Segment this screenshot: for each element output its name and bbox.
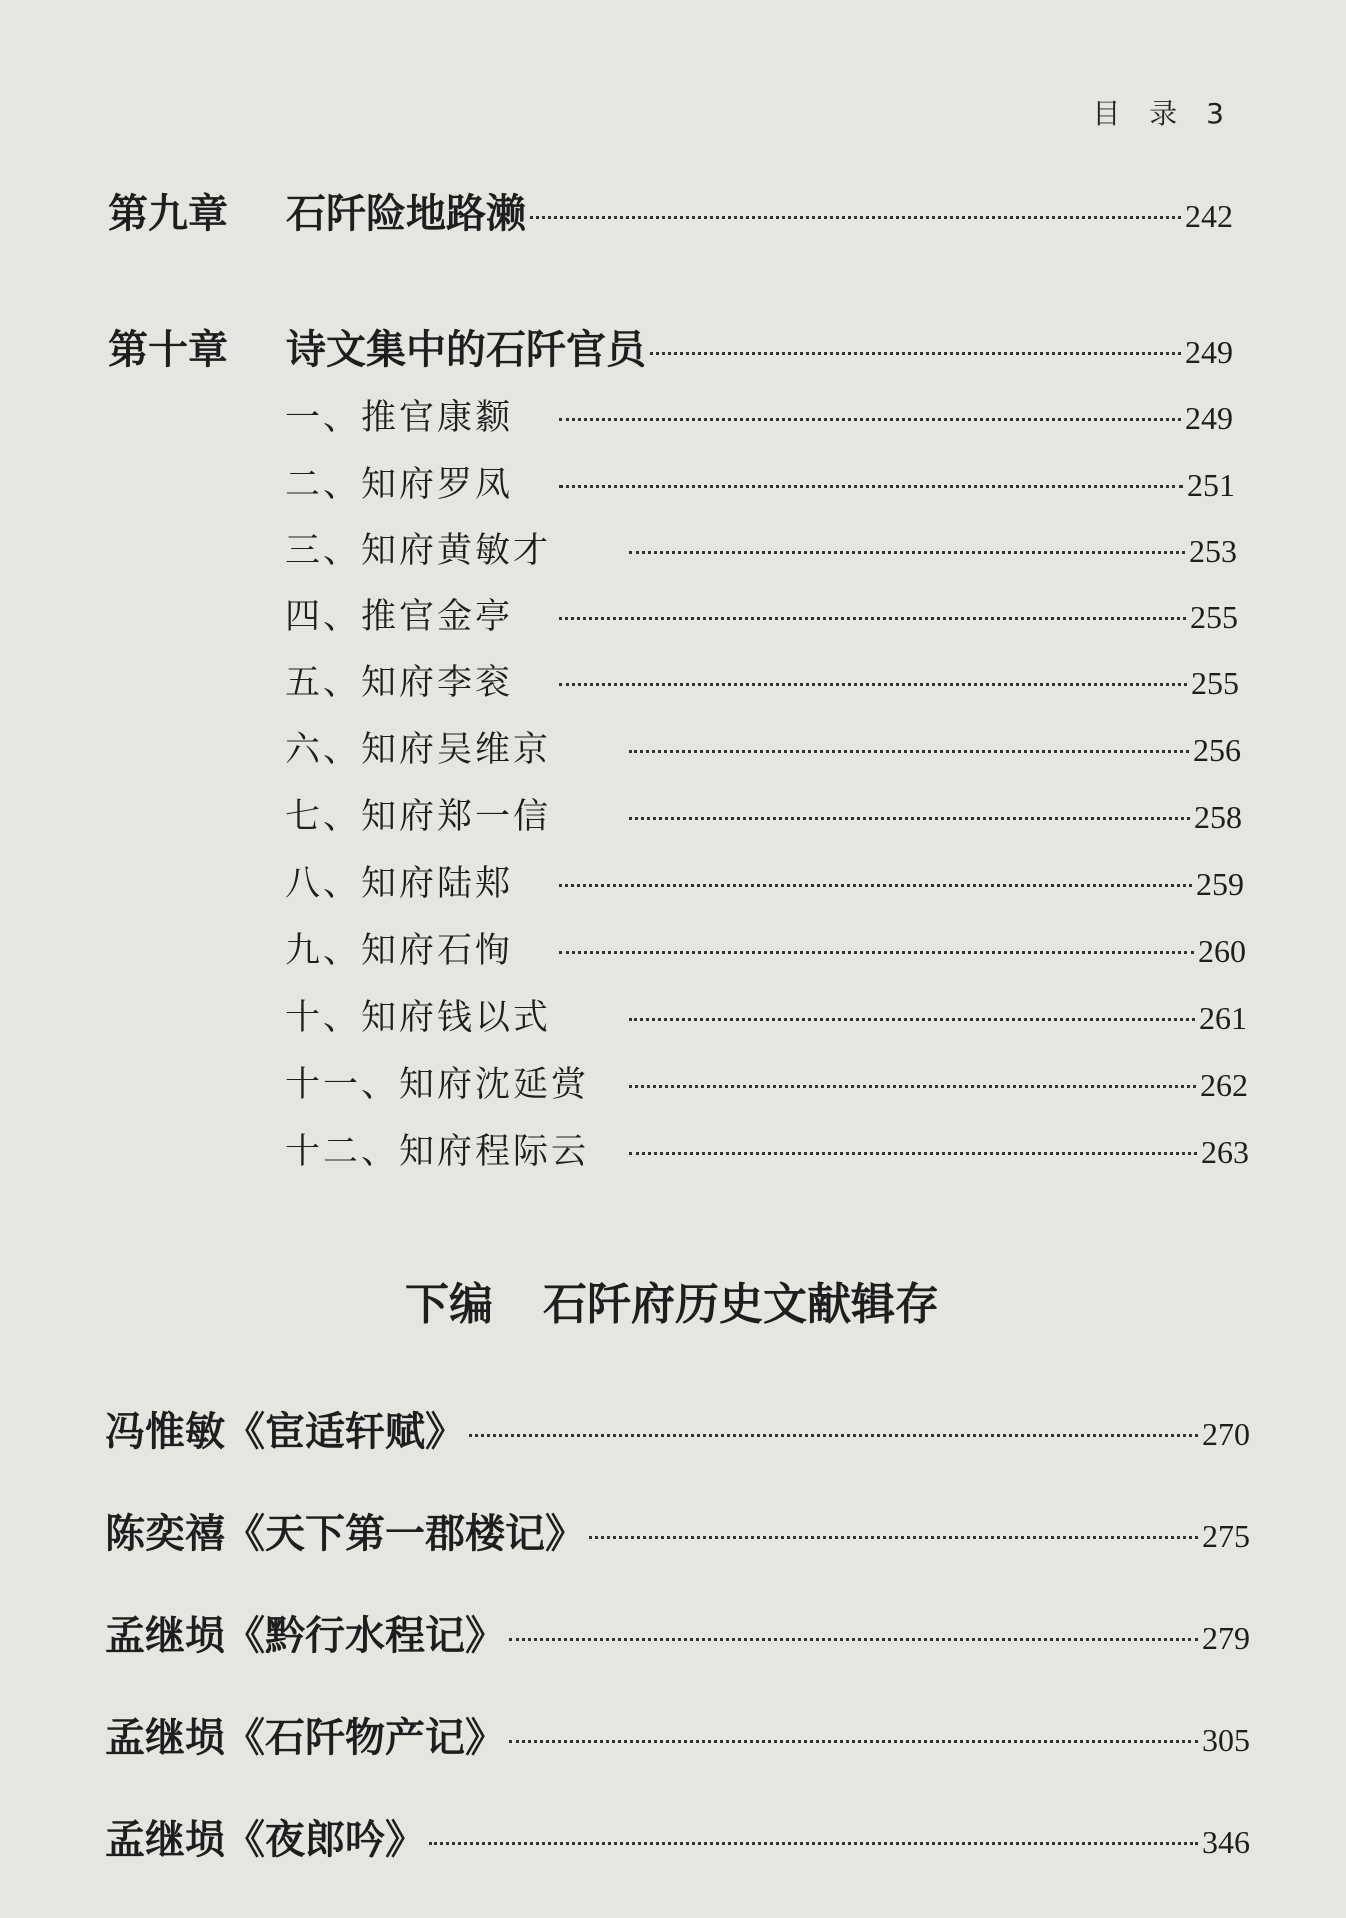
leader-dots — [629, 750, 1189, 753]
leader-dots — [429, 1842, 1198, 1845]
leader-dots — [629, 1152, 1197, 1155]
page-number: 275 — [1202, 1518, 1250, 1554]
leader-dots — [629, 1085, 1196, 1088]
leader-dots — [509, 1638, 1198, 1641]
leader-dots — [559, 617, 1186, 620]
page-number: 253 — [1189, 533, 1237, 569]
toc-section[interactable] — [285, 390, 1233, 440]
document-title: 孟继埙《夜郎吟》 — [105, 1817, 425, 1863]
page-number: 258 — [1194, 799, 1242, 835]
page-number: 255 — [1191, 665, 1239, 701]
section-title: 六、知府吴维京 — [285, 730, 552, 770]
leader-dots — [559, 951, 1194, 954]
section-title: 四、推官金亭 — [285, 597, 514, 637]
section-title: 三、知府黄敏才 — [285, 531, 552, 571]
section-title: 十一、知府沈延赏 — [285, 1065, 590, 1105]
page-number: 262 — [1200, 1067, 1248, 1103]
section-title: 七、知府郑一信 — [285, 797, 552, 837]
toc-document[interactable] — [105, 1502, 1250, 1559]
toc-section[interactable] — [285, 457, 1235, 507]
toc-section[interactable] — [285, 1057, 1248, 1107]
page-number: 346 — [1202, 1824, 1250, 1860]
toc-document[interactable] — [105, 1400, 1250, 1457]
section-title: 一、推官康颣 — [285, 398, 514, 438]
leader-dots — [559, 683, 1187, 686]
document-title: 孟继埙《石阡物产记》 — [105, 1715, 505, 1761]
page-number: 242 — [1185, 198, 1233, 234]
leader-dots — [559, 418, 1181, 421]
chapter-title: 诗文集中的石阡官员 — [286, 327, 646, 373]
page-number: 263 — [1201, 1134, 1249, 1170]
toc-section[interactable] — [285, 1124, 1249, 1174]
section-title: 十、知府钱以式 — [285, 998, 552, 1038]
section-title: 二、知府罗凤 — [285, 465, 514, 505]
page-number: 251 — [1187, 467, 1235, 503]
toc-section[interactable] — [285, 990, 1247, 1040]
section-title: 八、知府陆郏 — [285, 864, 514, 904]
page-number: 255 — [1190, 599, 1238, 635]
page-number: 305 — [1202, 1722, 1250, 1758]
chapter-title: 石阡险地路濑 — [286, 191, 526, 237]
leader-dots — [469, 1434, 1198, 1437]
leader-dots — [629, 1018, 1195, 1021]
document-title: 冯惟敏《宦适轩赋》 — [105, 1409, 465, 1455]
leader-dots — [559, 485, 1183, 488]
toc-section[interactable] — [285, 523, 1237, 573]
toc-document[interactable] — [105, 1808, 1250, 1865]
leader-dots — [530, 216, 1181, 219]
toc-section[interactable] — [285, 789, 1242, 839]
part-label: 下编 — [405, 1279, 493, 1330]
page-number: 249 — [1185, 334, 1233, 370]
page-number: 256 — [1193, 732, 1241, 768]
leader-dots — [650, 352, 1181, 355]
page-number: 259 — [1196, 866, 1244, 902]
page-number: 270 — [1202, 1416, 1250, 1452]
toc-section[interactable] — [285, 923, 1246, 973]
toc-section[interactable] — [285, 722, 1241, 772]
toc-document[interactable] — [105, 1706, 1250, 1763]
page-number: 260 — [1198, 933, 1246, 969]
section-title: 十二、知府程际云 — [285, 1132, 590, 1172]
chapter-label: 第十章 — [108, 327, 228, 373]
toc-document[interactable] — [105, 1604, 1250, 1661]
part-heading — [405, 1268, 939, 1332]
toc-chapter-9[interactable] — [108, 182, 1233, 239]
toc-chapter-10[interactable] — [108, 318, 1233, 375]
part-title: 石阡府历史文献辑存 — [543, 1279, 939, 1330]
document-title: 孟继埙《黔行水程记》 — [105, 1613, 505, 1659]
page-number: 249 — [1185, 400, 1233, 436]
page-number: 279 — [1202, 1620, 1250, 1656]
page-number: 261 — [1199, 1000, 1247, 1036]
leader-dots — [629, 551, 1185, 554]
leader-dots — [509, 1740, 1198, 1743]
leader-dots — [589, 1536, 1198, 1539]
toc-section[interactable] — [285, 655, 1239, 705]
toc-section[interactable] — [285, 856, 1244, 906]
document-title: 陈奕禧《天下第一郡楼记》 — [105, 1511, 585, 1557]
toc-section[interactable] — [285, 589, 1238, 639]
chapter-label: 第九章 — [108, 191, 228, 237]
running-header: 目 录 3 — [1092, 97, 1234, 130]
leader-dots — [629, 817, 1190, 820]
section-title: 五、知府李衮 — [285, 663, 514, 703]
section-title: 九、知府石恂 — [285, 931, 514, 971]
leader-dots — [559, 884, 1192, 887]
